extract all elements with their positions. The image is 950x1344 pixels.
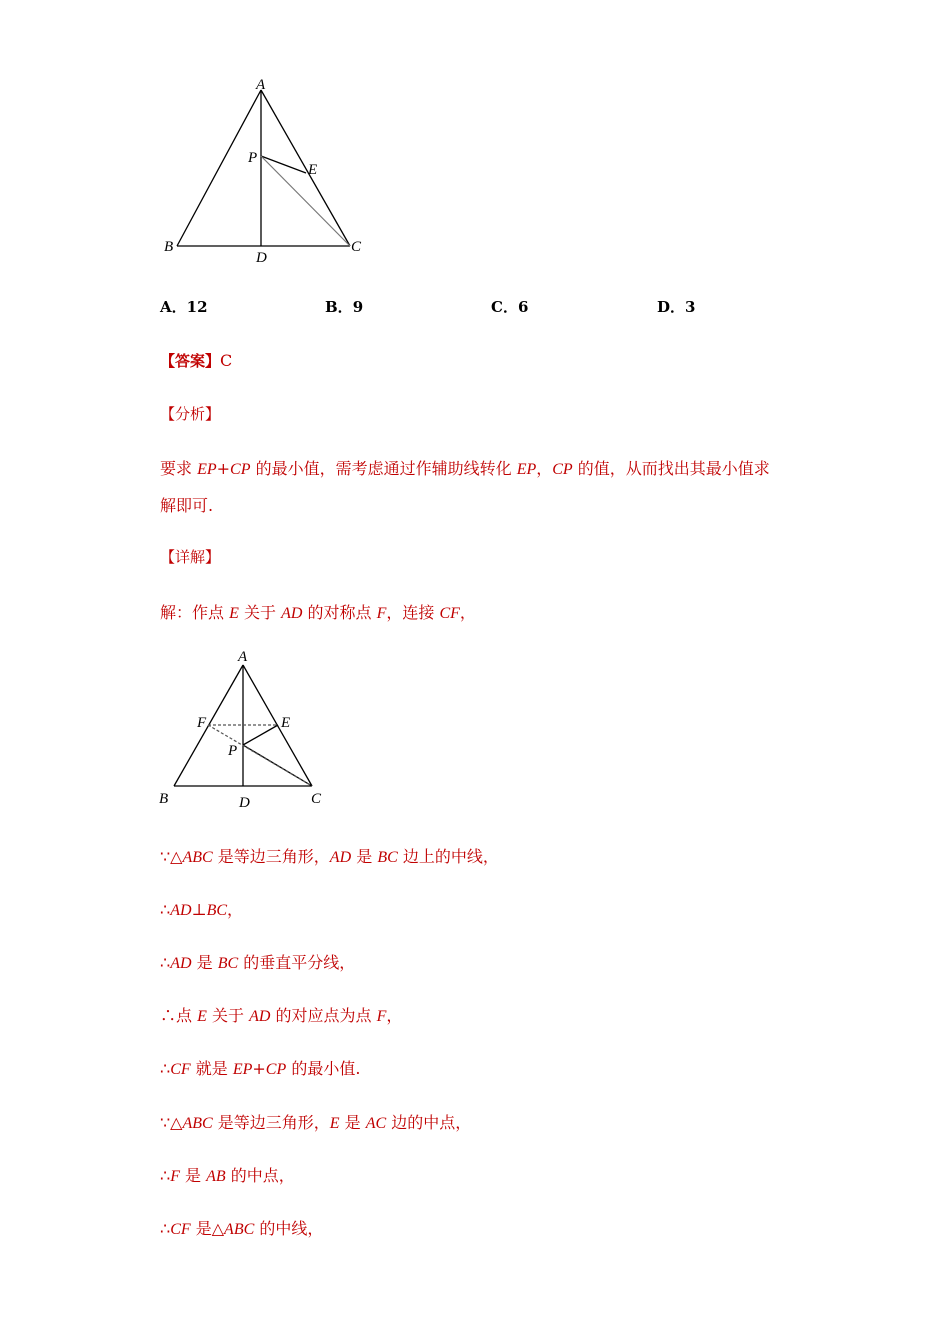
step-4	[160, 1003, 402, 1026]
text-segment: ∴	[160, 1166, 171, 1185]
text-segment: ⊥	[191, 900, 207, 919]
answer-value: C	[220, 351, 233, 370]
text-segment: EP	[232, 1061, 253, 1078]
analysis-heading	[160, 403, 220, 424]
segment2-PE	[243, 725, 278, 745]
label2-D: D	[239, 795, 250, 811]
text-segment: CP	[552, 461, 573, 478]
label2-F: F	[197, 715, 207, 731]
step-7	[160, 1163, 295, 1186]
option-d-letter: D．	[657, 298, 686, 316]
text-segment: 关于	[206, 1006, 250, 1025]
text-segment: CP	[265, 1061, 287, 1078]
text-segment: E	[229, 605, 239, 622]
detail-label: 【详解】	[160, 548, 221, 566]
text-segment: AC	[365, 1115, 387, 1132]
option-a	[160, 296, 208, 317]
text-segment: BC	[377, 849, 398, 866]
text-segment: CF	[170, 1061, 191, 1078]
text-segment: AD	[281, 605, 303, 622]
text-segment: F	[376, 605, 387, 622]
option-d-value: 3	[685, 298, 696, 316]
text-segment: 是	[191, 953, 218, 972]
answer-options	[160, 296, 860, 320]
text-segment: 的对称点	[302, 603, 377, 622]
text-segment: 是	[351, 847, 378, 866]
option-c	[491, 296, 528, 317]
figure-1	[150, 78, 380, 268]
text-segment: 的值，从而找出其最小值求	[572, 459, 770, 478]
text-segment: ABC	[182, 1115, 213, 1132]
text-segment: EP	[516, 461, 537, 478]
text-segment: ∴	[160, 900, 171, 919]
segment2-FC-dashed	[208, 725, 312, 786]
option-b-letter: B．	[325, 298, 353, 316]
text-segment: ABC	[182, 849, 213, 866]
label2-B: B	[159, 791, 169, 807]
text-segment: AB	[206, 1168, 226, 1185]
step-1	[160, 844, 499, 867]
figure-2-svg	[150, 645, 340, 815]
step-6	[160, 1110, 471, 1133]
text-segment: ∴	[160, 1059, 171, 1078]
analysis-text-1	[160, 456, 770, 479]
text-segment: CP	[230, 461, 251, 478]
label-B: B	[164, 239, 174, 255]
answer-label: 【答案】	[160, 352, 221, 370]
text-segment: 就是	[190, 1059, 233, 1078]
text-segment: ，	[536, 459, 553, 478]
text-segment: ∴	[160, 1219, 171, 1238]
detail-intro	[160, 600, 476, 623]
text-segment: AD	[329, 849, 352, 866]
text-segment: 是等边三角形，	[212, 847, 330, 866]
label2-P: P	[228, 743, 238, 759]
text-segment: 关于	[238, 603, 282, 622]
text-segment: EP	[197, 461, 217, 478]
text-segment: ，	[386, 1006, 403, 1025]
label-C: C	[351, 239, 362, 255]
text-segment: +	[252, 1059, 266, 1078]
text-segment: 边的中点，	[386, 1113, 472, 1132]
text-segment: 边上的中线，	[397, 847, 499, 866]
text-segment: ，连接	[386, 603, 440, 622]
option-b-value: 9	[352, 298, 364, 316]
figure-1-svg	[150, 78, 380, 268]
option-b	[325, 296, 363, 317]
figure-2	[150, 645, 340, 815]
step-8	[160, 1216, 323, 1239]
text-segment: BC	[217, 955, 239, 972]
option-c-value: 6	[517, 298, 529, 316]
text-segment: 的对应点为点	[270, 1006, 377, 1025]
label-P: P	[248, 150, 258, 166]
step-3	[160, 950, 355, 973]
segment-PC	[261, 156, 350, 246]
text-segment: ∴	[160, 953, 171, 972]
label-E: E	[308, 162, 318, 178]
text-segment: ∴点	[160, 1006, 198, 1025]
analysis-text-2	[160, 493, 213, 516]
text-segment: 的中点，	[225, 1166, 295, 1185]
text-segment: E	[329, 1115, 340, 1132]
text-segment: F	[376, 1008, 387, 1025]
option-a-letter: A．	[160, 298, 187, 316]
text-segment: ABC	[224, 1221, 255, 1238]
text-segment: BC	[206, 902, 228, 919]
text-segment: 解即可.	[160, 496, 214, 515]
text-segment: ，	[227, 900, 244, 919]
text-segment: 的最小值.	[286, 1059, 361, 1078]
label-D: D	[256, 250, 267, 266]
option-c-letter: C．	[491, 298, 518, 316]
text-segment: +	[216, 459, 231, 478]
text-segment: CF	[439, 605, 460, 622]
segment-PE	[261, 156, 306, 173]
text-segment: ∵△	[160, 847, 183, 866]
text-segment: 的垂直平分线，	[238, 953, 356, 972]
label2-C: C	[311, 791, 322, 807]
label2-A: A	[238, 649, 248, 665]
text-segment: 是△	[190, 1219, 225, 1238]
text-segment: 的中线，	[254, 1219, 324, 1238]
text-segment: 是等边三角形，	[212, 1113, 330, 1132]
text-segment: AD	[249, 1008, 271, 1025]
text-segment: 是	[339, 1113, 366, 1132]
segment-AC	[261, 90, 350, 246]
step-5	[160, 1056, 360, 1079]
label2-E: E	[281, 715, 291, 731]
answer-line	[160, 350, 232, 371]
text-segment: CF	[170, 1221, 191, 1238]
text-segment: ，	[459, 603, 476, 622]
detail-heading	[160, 546, 220, 567]
text-segment: 解：作点	[160, 603, 230, 622]
text-segment: AD	[170, 902, 192, 919]
option-a-value: 12	[186, 298, 208, 316]
text-segment: ∵△	[160, 1113, 183, 1132]
text-segment: 要求	[160, 459, 198, 478]
text-segment: 是	[179, 1166, 207, 1185]
text-segment: 的最小值，需考虑通过作辅助线转化	[250, 459, 517, 478]
text-segment: E	[197, 1008, 207, 1025]
text-segment: AD	[170, 955, 192, 972]
analysis-label: 【分析】	[160, 405, 221, 423]
text-segment: F	[170, 1168, 180, 1185]
segment-AB	[177, 90, 261, 246]
option-d	[657, 296, 695, 317]
step-2	[160, 897, 243, 920]
label-A: A	[256, 78, 266, 93]
